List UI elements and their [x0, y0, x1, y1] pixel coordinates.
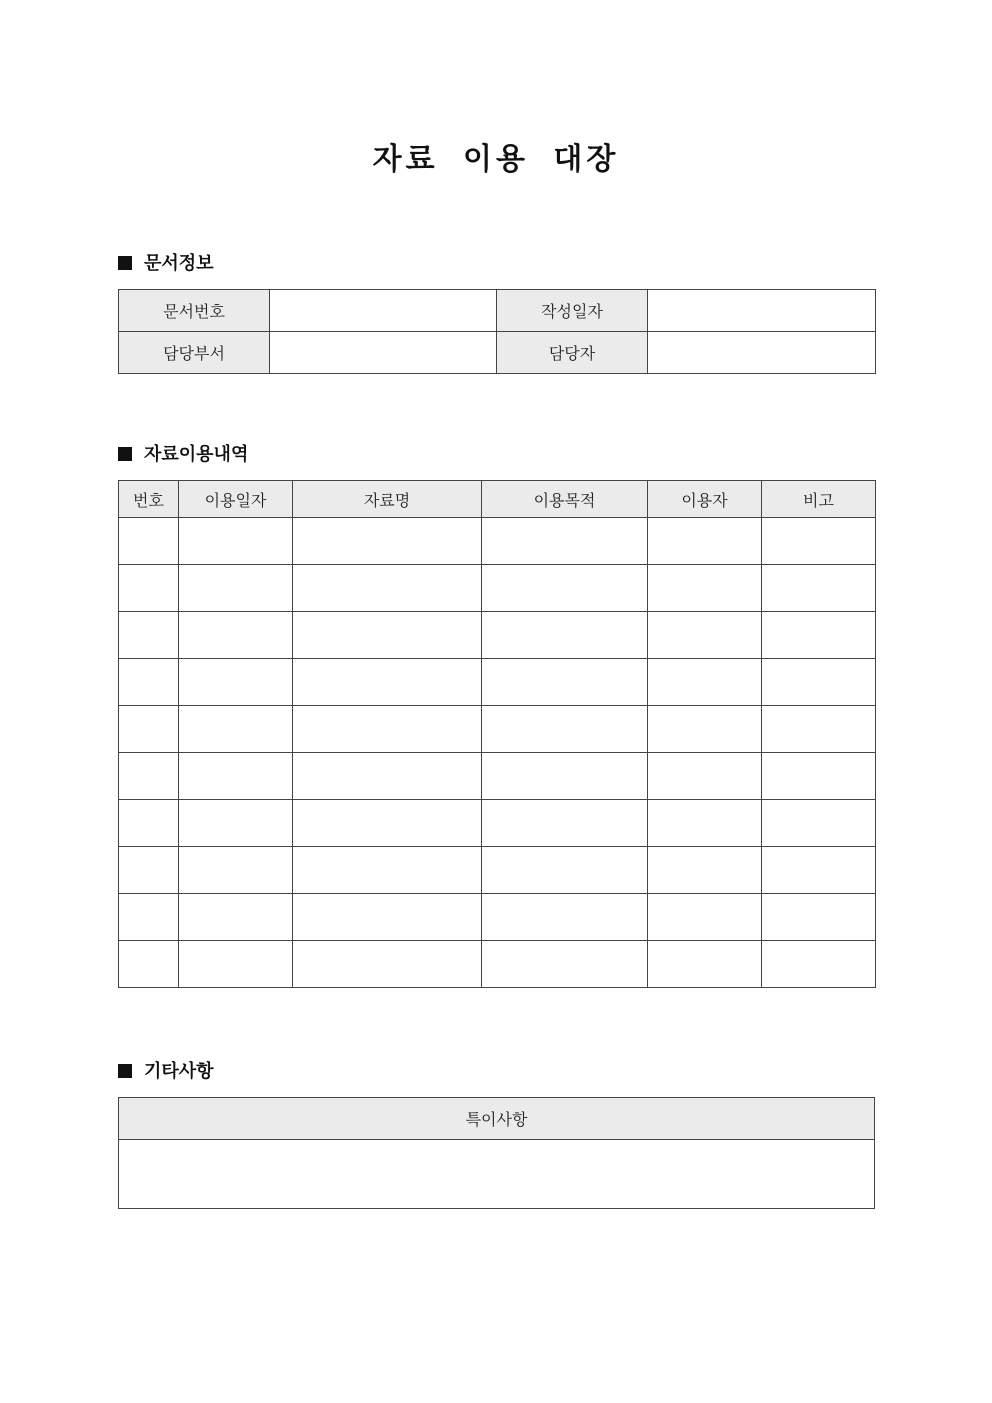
- number-cell[interactable]: [119, 706, 179, 753]
- purpose-cell[interactable]: [482, 941, 648, 988]
- table-row: [119, 565, 876, 612]
- note-cell[interactable]: [762, 706, 876, 753]
- user-cell[interactable]: [648, 894, 762, 941]
- number-cell[interactable]: [119, 612, 179, 659]
- purpose-cell[interactable]: [482, 800, 648, 847]
- note-cell[interactable]: [762, 612, 876, 659]
- remarks-header: 특이사항: [119, 1098, 875, 1140]
- purpose-cell[interactable]: [482, 706, 648, 753]
- remarks-header-row: [119, 1098, 875, 1140]
- table-row: [119, 847, 876, 894]
- note-cell[interactable]: [762, 659, 876, 706]
- manager-label: 담당자: [497, 332, 648, 374]
- number-cell[interactable]: [119, 847, 179, 894]
- purpose-cell[interactable]: [482, 612, 648, 659]
- usage-date-cell[interactable]: [179, 518, 293, 565]
- department-label: 담당부서: [119, 332, 270, 374]
- section-title-usage-log: [118, 442, 248, 468]
- material-name-cell[interactable]: [293, 659, 482, 706]
- purpose-cell[interactable]: [482, 894, 648, 941]
- user-cell[interactable]: [648, 565, 762, 612]
- number-cell[interactable]: [119, 565, 179, 612]
- user-cell[interactable]: [648, 612, 762, 659]
- note-cell[interactable]: [762, 518, 876, 565]
- document-info-row: [119, 332, 876, 374]
- usage-date-cell[interactable]: [179, 847, 293, 894]
- table-row: [119, 659, 876, 706]
- material-name-cell[interactable]: [293, 518, 482, 565]
- note-cell[interactable]: [762, 894, 876, 941]
- column-header-purpose: 이용목적: [482, 481, 648, 518]
- material-name-cell[interactable]: [293, 753, 482, 800]
- section-title-remarks: [118, 1059, 214, 1085]
- department-field[interactable]: [270, 332, 497, 374]
- material-name-cell[interactable]: [293, 565, 482, 612]
- user-cell[interactable]: [648, 753, 762, 800]
- column-header-number: 번호: [119, 481, 179, 518]
- purpose-cell[interactable]: [482, 753, 648, 800]
- table-row: [119, 753, 876, 800]
- number-cell[interactable]: [119, 659, 179, 706]
- remarks-content-field[interactable]: [119, 1140, 875, 1209]
- square-bullet-icon: [118, 256, 132, 270]
- date-label: 작성일자: [497, 290, 648, 332]
- user-cell[interactable]: [648, 800, 762, 847]
- purpose-cell[interactable]: [482, 847, 648, 894]
- document-info-table: [118, 289, 876, 374]
- section-title-document-info: [118, 251, 214, 277]
- usage-date-cell[interactable]: [179, 706, 293, 753]
- usage-log-body: [119, 518, 876, 988]
- usage-date-cell[interactable]: [179, 612, 293, 659]
- table-row: [119, 800, 876, 847]
- table-row: [119, 706, 876, 753]
- table-row: [119, 518, 876, 565]
- table-row: [119, 894, 876, 941]
- date-field[interactable]: [648, 290, 876, 332]
- number-cell[interactable]: [119, 941, 179, 988]
- doc-number-field[interactable]: [270, 290, 497, 332]
- usage-date-cell[interactable]: [179, 659, 293, 706]
- purpose-cell[interactable]: [482, 659, 648, 706]
- usage-log-header-row: [119, 481, 876, 518]
- section-title-text: 자료이용내역: [144, 444, 249, 465]
- number-cell[interactable]: [119, 800, 179, 847]
- material-name-cell[interactable]: [293, 706, 482, 753]
- number-cell[interactable]: [119, 518, 179, 565]
- number-cell[interactable]: [119, 753, 179, 800]
- table-row: [119, 941, 876, 988]
- usage-date-cell[interactable]: [179, 800, 293, 847]
- column-header-user: 이용자: [648, 481, 762, 518]
- user-cell[interactable]: [648, 659, 762, 706]
- usage-date-cell[interactable]: [179, 565, 293, 612]
- number-cell[interactable]: [119, 894, 179, 941]
- note-cell[interactable]: [762, 941, 876, 988]
- square-bullet-icon: [118, 1064, 132, 1078]
- usage-log-table: [118, 480, 876, 988]
- column-header-material-name: 자료명: [293, 481, 482, 518]
- user-cell[interactable]: [648, 706, 762, 753]
- material-name-cell[interactable]: [293, 894, 482, 941]
- material-name-cell[interactable]: [293, 941, 482, 988]
- remarks-table: [118, 1097, 875, 1209]
- table-row: [119, 612, 876, 659]
- usage-date-cell[interactable]: [179, 894, 293, 941]
- material-name-cell[interactable]: [293, 800, 482, 847]
- note-cell[interactable]: [762, 753, 876, 800]
- column-header-note: 비고: [762, 481, 876, 518]
- usage-date-cell[interactable]: [179, 941, 293, 988]
- document-info-row: [119, 290, 876, 332]
- document-title: 자료 이용 대장: [372, 142, 620, 177]
- manager-field[interactable]: [648, 332, 876, 374]
- material-name-cell[interactable]: [293, 847, 482, 894]
- material-name-cell[interactable]: [293, 612, 482, 659]
- note-cell[interactable]: [762, 800, 876, 847]
- section-title-text: 문서정보: [144, 253, 214, 274]
- section-title-text: 기타사항: [144, 1061, 214, 1082]
- usage-date-cell[interactable]: [179, 753, 293, 800]
- user-cell[interactable]: [648, 518, 762, 565]
- doc-number-label: 문서번호: [119, 290, 270, 332]
- user-cell[interactable]: [648, 847, 762, 894]
- purpose-cell[interactable]: [482, 565, 648, 612]
- note-cell[interactable]: [762, 847, 876, 894]
- square-bullet-icon: [118, 447, 132, 461]
- column-header-usage-date: 이용일자: [179, 481, 293, 518]
- remarks-content-row: [119, 1140, 875, 1209]
- note-cell[interactable]: [762, 565, 876, 612]
- user-cell[interactable]: [648, 941, 762, 988]
- purpose-cell[interactable]: [482, 518, 648, 565]
